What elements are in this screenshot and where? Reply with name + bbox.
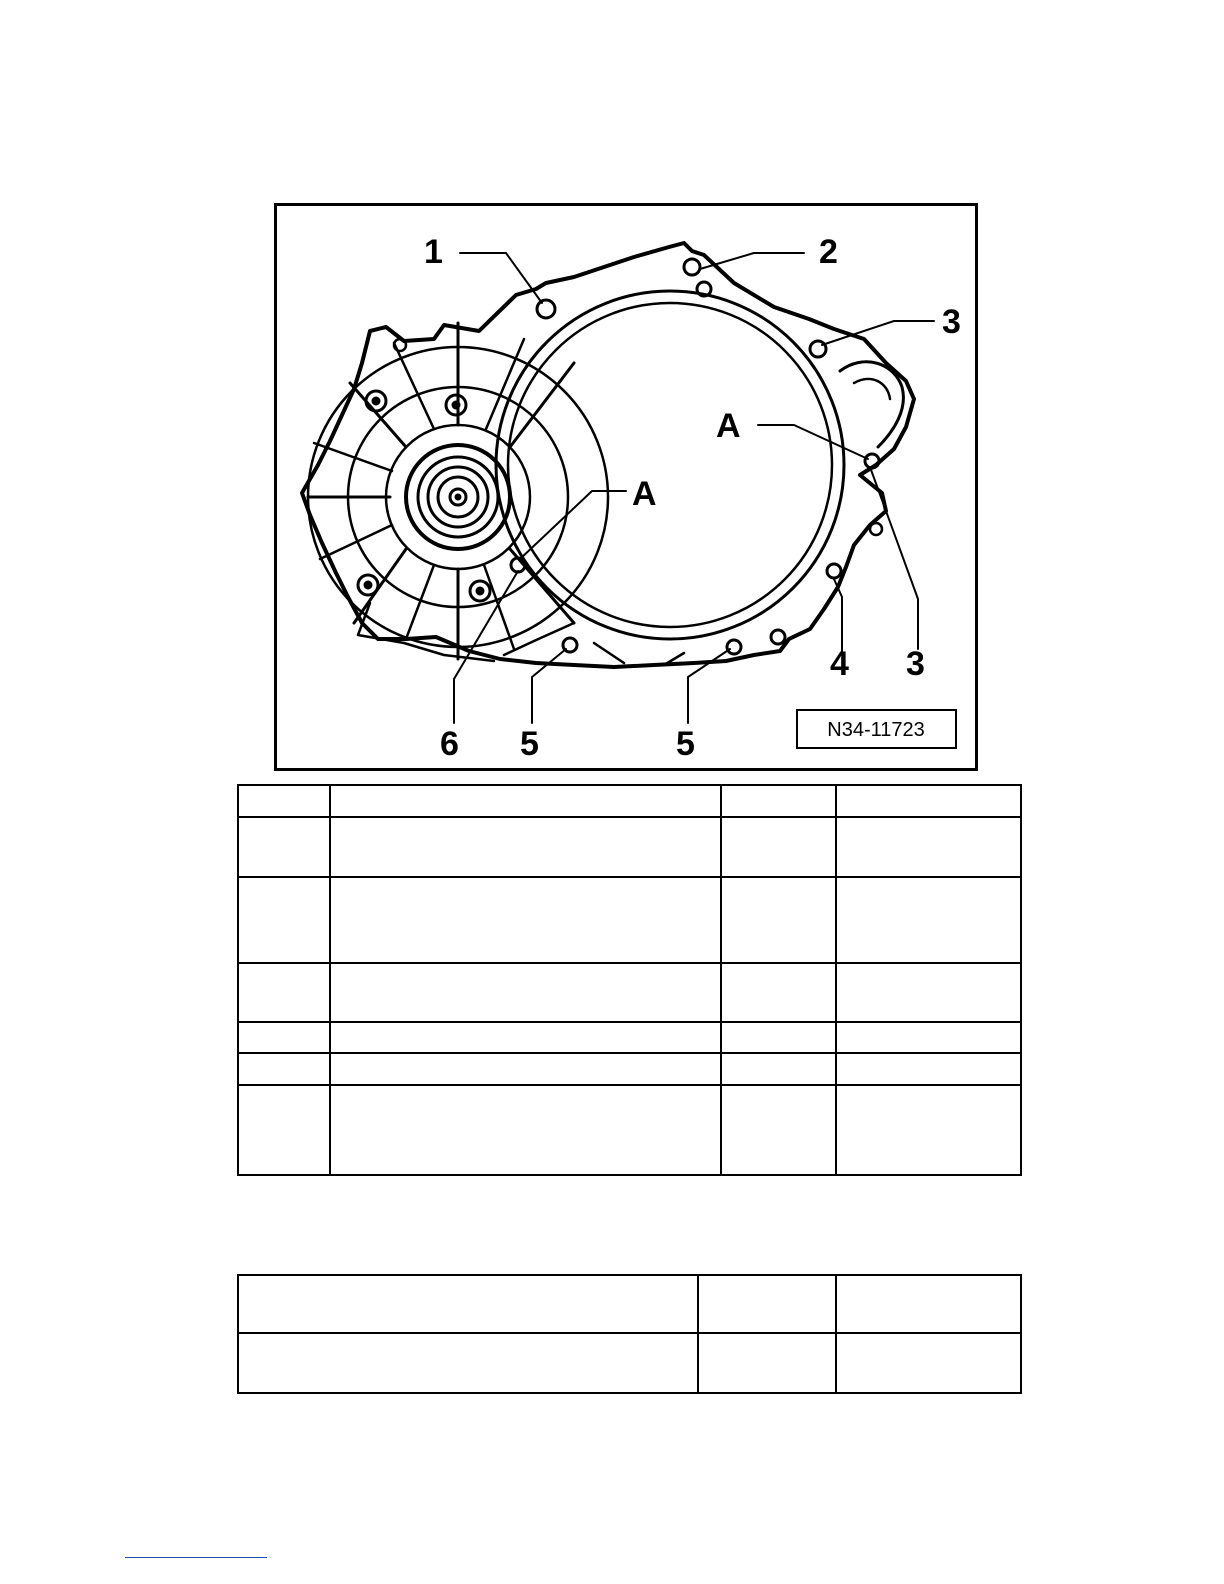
table-cell bbox=[238, 1333, 698, 1393]
specification-table bbox=[237, 784, 1022, 1176]
callout-6: 6 bbox=[440, 725, 459, 763]
callout-a-right: A bbox=[716, 407, 741, 445]
table-cell bbox=[721, 817, 836, 877]
table-cell bbox=[836, 1275, 1021, 1333]
callout-5-left: 5 bbox=[520, 725, 539, 763]
table-cell bbox=[330, 877, 721, 963]
callout-2: 2 bbox=[819, 233, 838, 271]
table-cell bbox=[836, 1053, 1021, 1085]
table-cell bbox=[836, 1022, 1021, 1053]
table-cell bbox=[721, 1085, 836, 1175]
table-cell bbox=[330, 1085, 721, 1175]
table-cell bbox=[238, 877, 330, 963]
table-cell bbox=[330, 1022, 721, 1053]
table-cell bbox=[330, 817, 721, 877]
table-row bbox=[238, 1085, 1021, 1175]
table-cell bbox=[330, 963, 721, 1022]
table-cell bbox=[836, 785, 1021, 817]
table-cell bbox=[721, 963, 836, 1022]
table-row bbox=[238, 1275, 1021, 1333]
table-cell bbox=[238, 1085, 330, 1175]
table-cell bbox=[238, 817, 330, 877]
table-row bbox=[238, 785, 1021, 817]
figure-frame bbox=[276, 205, 977, 770]
figure-id: N34-11723 bbox=[827, 719, 925, 741]
table-cell bbox=[238, 785, 330, 817]
table-row bbox=[238, 1333, 1021, 1393]
table-row bbox=[238, 877, 1021, 963]
table-cell bbox=[721, 877, 836, 963]
callout-5-right: 5 bbox=[676, 725, 695, 763]
table-row bbox=[238, 817, 1021, 877]
callout-a-left: A bbox=[632, 475, 657, 513]
table-cell bbox=[836, 1085, 1021, 1175]
footnote-separator bbox=[125, 1557, 267, 1558]
table-cell bbox=[836, 963, 1021, 1022]
table-cell bbox=[238, 1275, 698, 1333]
callout-3-upper: 3 bbox=[942, 303, 961, 341]
table-cell bbox=[330, 785, 721, 817]
table-cell bbox=[836, 817, 1021, 877]
callout-4: 4 bbox=[830, 645, 849, 683]
table-cell bbox=[721, 785, 836, 817]
callout-3-lower: 3 bbox=[906, 645, 925, 683]
callout-1: 1 bbox=[424, 233, 443, 271]
transmission-housing-figure bbox=[274, 203, 978, 771]
table-cell bbox=[238, 963, 330, 1022]
table-row bbox=[238, 1022, 1021, 1053]
table-row bbox=[238, 963, 1021, 1022]
table-cell bbox=[698, 1333, 836, 1393]
table-cell bbox=[238, 1053, 330, 1085]
table-cell bbox=[721, 1022, 836, 1053]
table-cell bbox=[836, 1333, 1021, 1393]
table-cell bbox=[721, 1053, 836, 1085]
table-cell bbox=[238, 1022, 330, 1053]
secondary-table bbox=[237, 1274, 1022, 1394]
table-row bbox=[238, 1053, 1021, 1085]
table-cell bbox=[836, 877, 1021, 963]
table-cell bbox=[698, 1275, 836, 1333]
table-cell bbox=[330, 1053, 721, 1085]
